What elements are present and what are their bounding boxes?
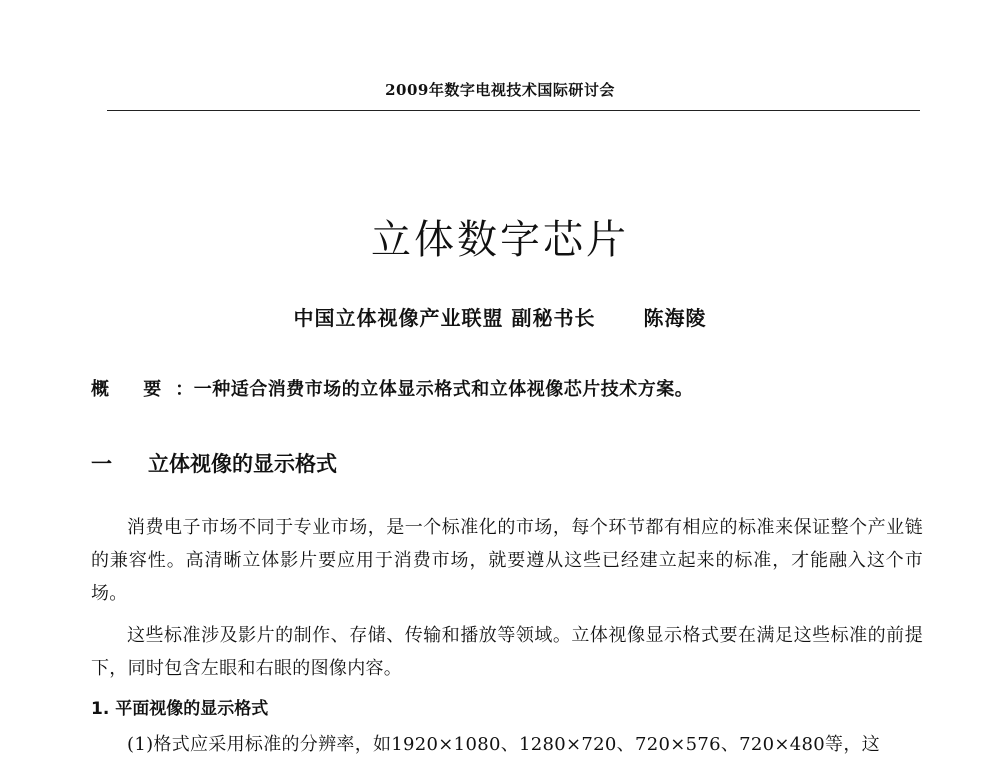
section-number: 一 [91,452,112,476]
abstract-text: ：一种适合消费市场的立体显示格式和立体视像芯片技术方案。 [175,379,694,400]
abstract-label: 概 要 [91,379,176,400]
author-affiliation: 中国立体视像产业联盟 副秘书长 [293,306,596,330]
body-paragraph: 消费电子市场不同于专业市场，是一个标准化的市场，每个环节都有相应的标准来保证整个产业链的兼容性。高清晰立体影片要应用于消费市场，就要遵从这些已经建立起来的标准，才能融入这个市场。 [91,517,923,604]
subsection-heading: 1. 平面视像的显示格式 [91,699,269,719]
author-name: 陈海陵 [643,306,707,330]
running-header: 2009年数字电视技术国际研讨会 [385,81,615,99]
header-rule [107,110,920,111]
byline [0,302,1000,331]
section-title: 立体视像的显示格式 [148,452,337,476]
list-item: (1)格式应采用标准的分辨率，如1920×1080、1280×720、720×576、720×480等，这 [127,734,880,755]
body-paragraph: 这些标准涉及影片的制作、存储、传输和播放等领域。立体视像显示格式要在满足这些标准的前提下，同时包含左眼和右眼的图像内容。 [91,625,923,679]
section-heading [91,448,337,478]
abstract [91,375,693,401]
paper-title: 立体数字芯片 [371,217,629,263]
